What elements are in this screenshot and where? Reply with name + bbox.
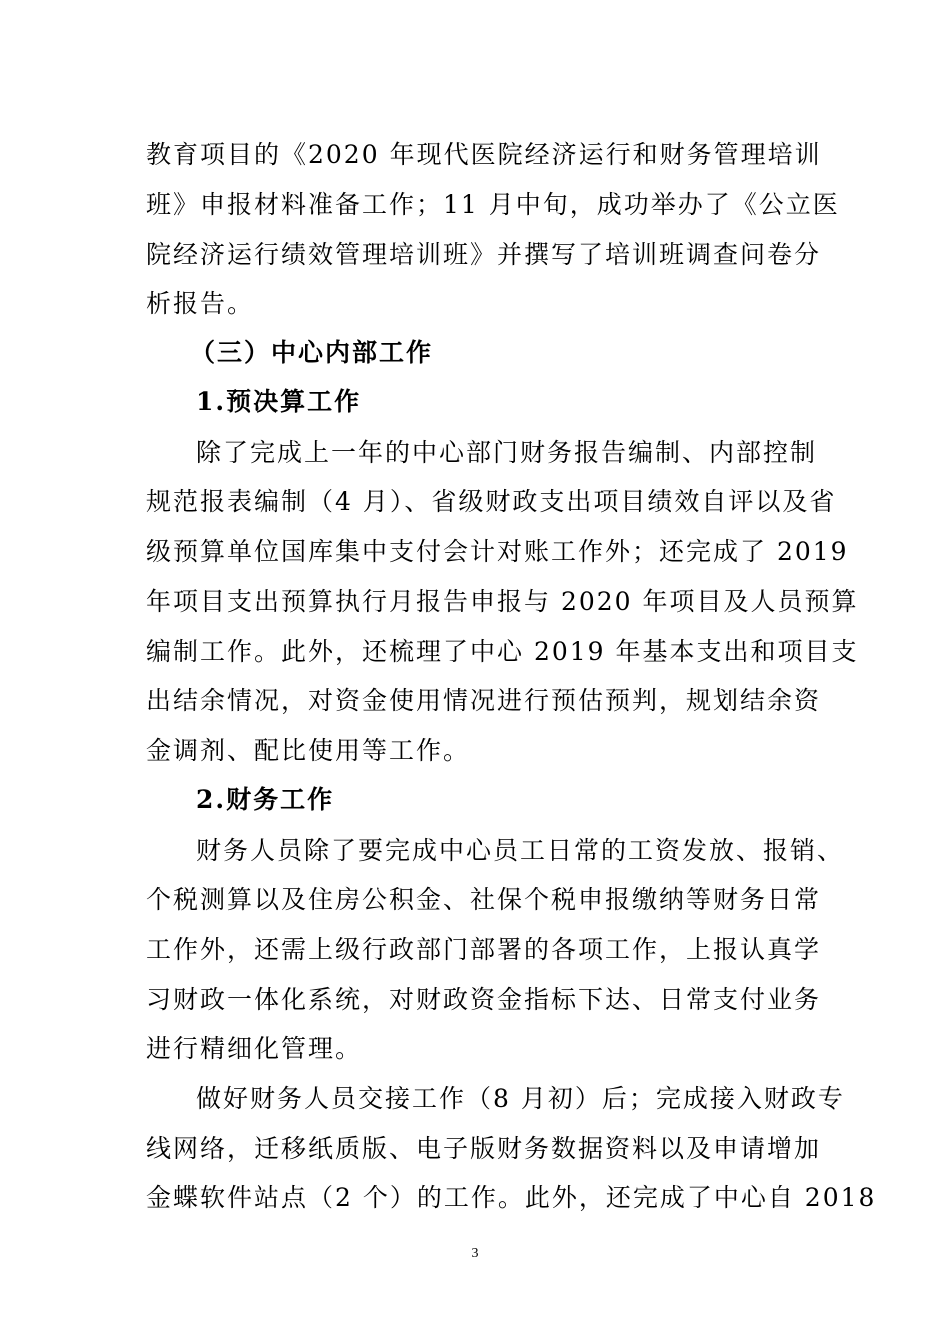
body-text-line: 习财政一体化系统，对财政资金指标下达、日常支付业务 [146, 985, 822, 1014]
subsection-heading: 2.财务工作 [196, 785, 335, 814]
subsection-heading: 1.预决算工作 [196, 387, 362, 416]
body-text-line: 编制工作。此外，还梳理了中心 2019 年基本支出和项目支 [146, 637, 859, 666]
body-text-line: 出结余情况，对资金使用情况进行预估预判，规划结余资 [146, 686, 822, 715]
body-text-line: 院经济运行绩效管理培训班》并撰写了培训班调查问卷分 [146, 240, 822, 269]
body-text-line: 做好财务人员交接工作（8 月初）后；完成接入财政专 [196, 1084, 845, 1113]
body-text-line: 规范报表编制（4 月）、省级财政支出项目绩效自评以及省 [146, 487, 837, 516]
body-text-line: 金蝶软件站点（2 个）的工作。此外，还完成了中心自 2018 [146, 1183, 877, 1212]
body-text-line: 工作外，还需上级行政部门部署的各项工作，上报认真学 [146, 935, 822, 964]
page-number: 3 [471, 1246, 479, 1261]
body-text-line: 进行精细化管理。 [146, 1034, 363, 1063]
body-text-line: 级预算单位国库集中支付会计对账工作外；还完成了 2019 [146, 537, 849, 566]
body-text-line: 年项目支出预算执行月报告申报与 2020 年项目及人员预算 [146, 587, 859, 616]
body-text-line: 班》申报材料准备工作；11 月中旬，成功举办了《公立医 [146, 190, 840, 219]
body-text-line: 个税测算以及住房公积金、社保个税申报缴纳等财务日常 [146, 885, 822, 914]
body-text-line: 除了完成上一年的中心部门财务报告编制、内部控制 [196, 438, 818, 467]
section-heading: （三）中心内部工作 [190, 338, 434, 367]
body-text-line: 析报告。 [146, 289, 255, 318]
body-text-line: 金调剂、配比使用等工作。 [146, 736, 471, 765]
body-text-line: 教育项目的《2020 年现代医院经济运行和财务管理培训 [146, 140, 822, 169]
body-text-line: 财务人员除了要完成中心员工日常的工资发放、报销、 [196, 836, 845, 865]
body-text-line: 线网络，迁移纸质版、电子版财务数据资料以及申请增加 [146, 1134, 822, 1163]
